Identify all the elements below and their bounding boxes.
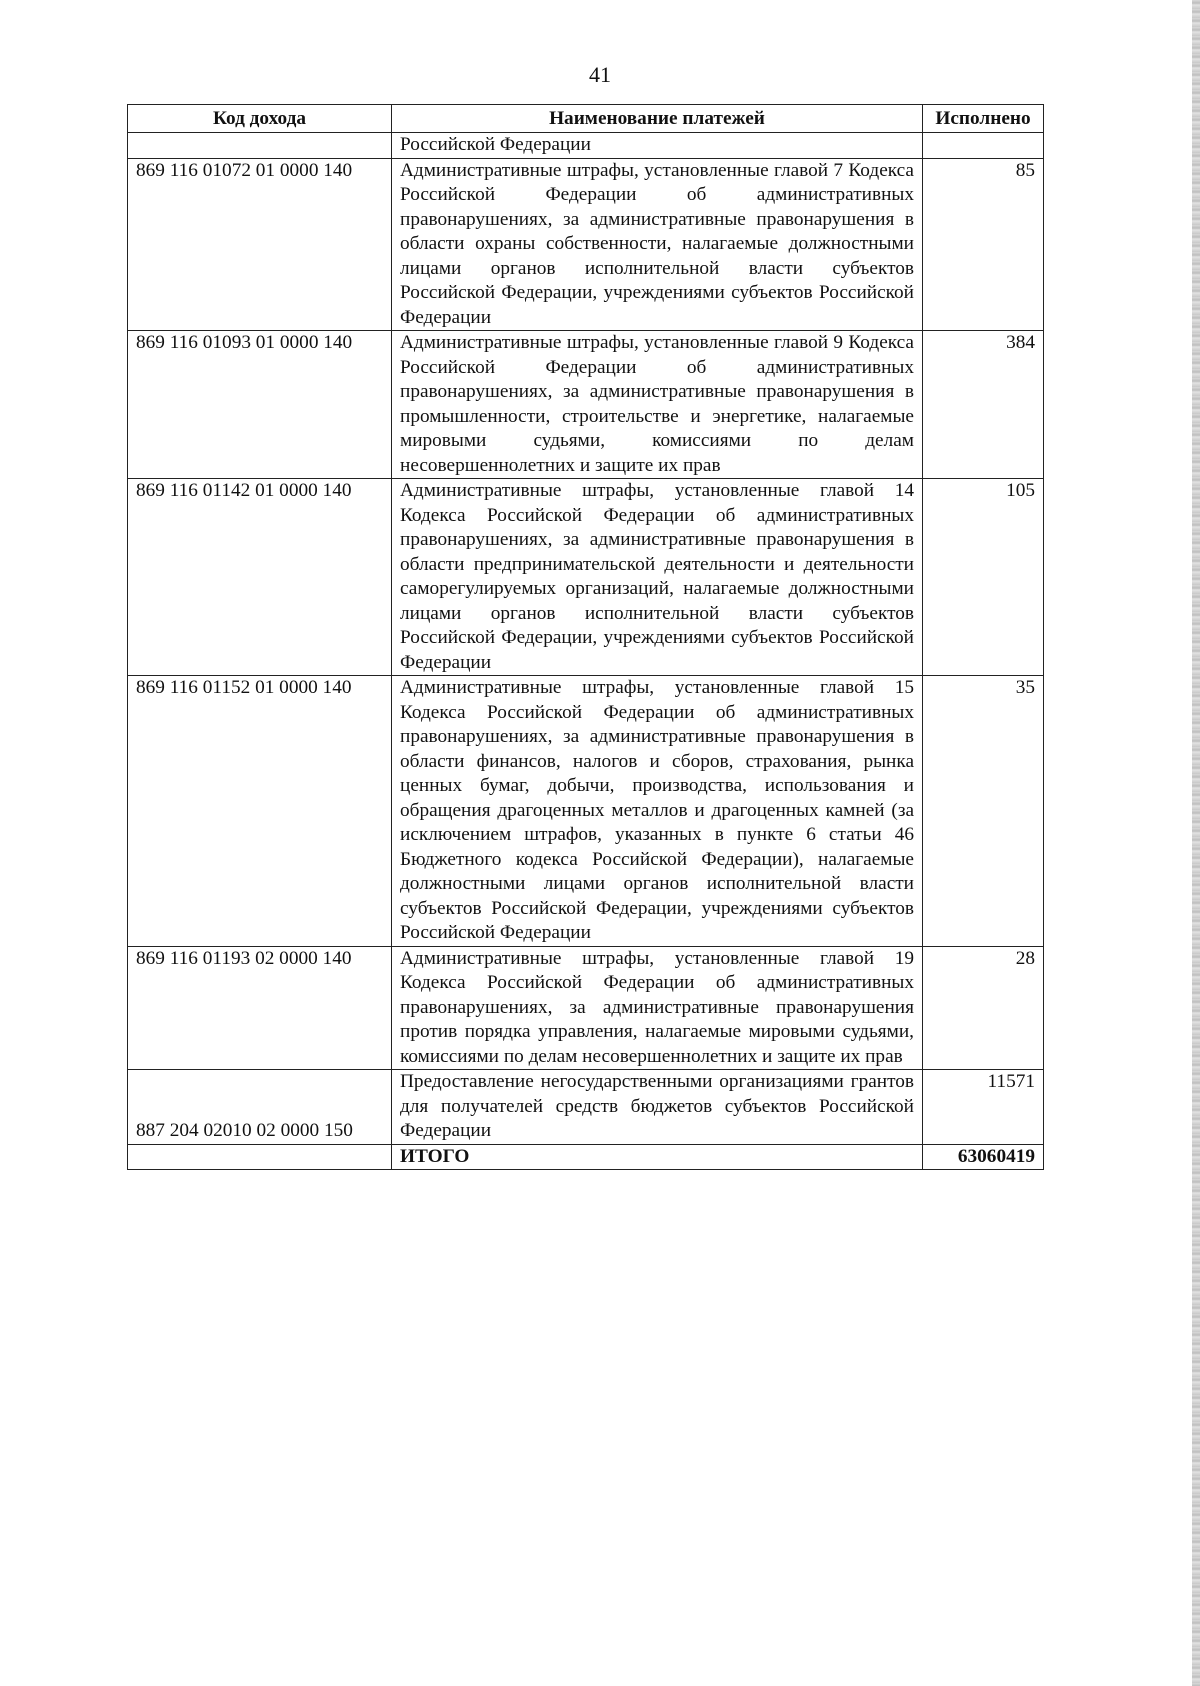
total-code [128,1144,392,1170]
row-name: Предоставление негосударственными организациями грантов для получателей средств бюджетов субъектов Российской Федерации [392,1070,923,1145]
row-amount: 85 [923,158,1044,331]
table-row [128,331,1044,479]
header-amount: Исполнено [923,105,1044,133]
row-code [128,133,392,159]
table-header-row [128,105,1044,133]
row-code: 869 116 01152 01 0000 140 [128,676,392,947]
row-name: Административные штрафы, установленные главой 15 Кодекса Российской Федерации об административных правонарушениях, за административные правонарушения в области финансов, налогов и сборов, страхования, рынка ценных бумаг, добычи, производства, использования и обращения драгоценных металлов и драгоценных камней (за исключением штрафов, указанных в пункте 6 статьи 46 Бюджетного кодекса Российской Федерации), налагаемые должностными лицами органов исполнительной власти субъектов Российской Федерации, учреждениями субъектов Российской Федерации [392,676,923,947]
row-name: Российской Федерации [392,133,923,159]
total-row [128,1144,1044,1170]
table-row [128,676,1044,947]
row-code: 869 116 01142 01 0000 140 [128,479,392,676]
row-name: Административные штрафы, установленные главой 14 Кодекса Российской Федерации об административных правонарушениях, за административные правонарушения в области предпринимательской деятельности и деятельности саморегулируемых организаций, налагаемые должностными лицами органов исполнительной власти субъектов Российской Федерации, учреждениями субъектов Российской Федерации [392,479,923,676]
scan-edge [1192,0,1200,1686]
row-amount: 105 [923,479,1044,676]
row-amount: 11571 [923,1070,1044,1145]
row-amount: 384 [923,331,1044,479]
row-code: 869 116 01072 01 0000 140 [128,158,392,331]
header-code: Код дохода [128,105,392,133]
table-row [128,1070,1044,1145]
header-name: Наименование платежей [392,105,923,133]
table-row [128,158,1044,331]
row-amount: 28 [923,946,1044,1070]
page-number: 41 [589,62,611,87]
table-row [128,133,1044,159]
revenue-table [127,104,1044,1170]
table-row [128,479,1044,676]
row-name: Административные штрафы, установленные главой 9 Кодекса Российской Федерации об административных правонарушениях, за административные правонарушения в промышленности, строительстве и энергетике, налагаемые мировыми судьями, комиссиями по делам несовершеннолетних и защите их прав [392,331,923,479]
row-code: 869 116 01193 02 0000 140 [128,946,392,1070]
row-amount: 35 [923,676,1044,947]
total-amount: 63060419 [923,1144,1044,1170]
row-amount [923,133,1044,159]
row-name: Административные штрафы, установленные главой 7 Кодекса Российской Федерации об административных правонарушениях, за административные правонарушения в области охраны собственности, налагаемые должностными лицами органов исполнительной власти субъектов Российской Федерации, учреждениями субъектов Российской Федерации [392,158,923,331]
table-row [128,946,1044,1070]
row-code: 887 204 02010 02 0000 150 [128,1070,392,1145]
row-code: 869 116 01093 01 0000 140 [128,331,392,479]
row-name: Административные штрафы, установленные главой 19 Кодекса Российской Федерации об административных правонарушениях, за административные правонарушения против порядка управления, налагаемые мировыми судьями, комиссиями по делам несовершеннолетних и защите их прав [392,946,923,1070]
total-label: ИТОГО [392,1144,923,1170]
